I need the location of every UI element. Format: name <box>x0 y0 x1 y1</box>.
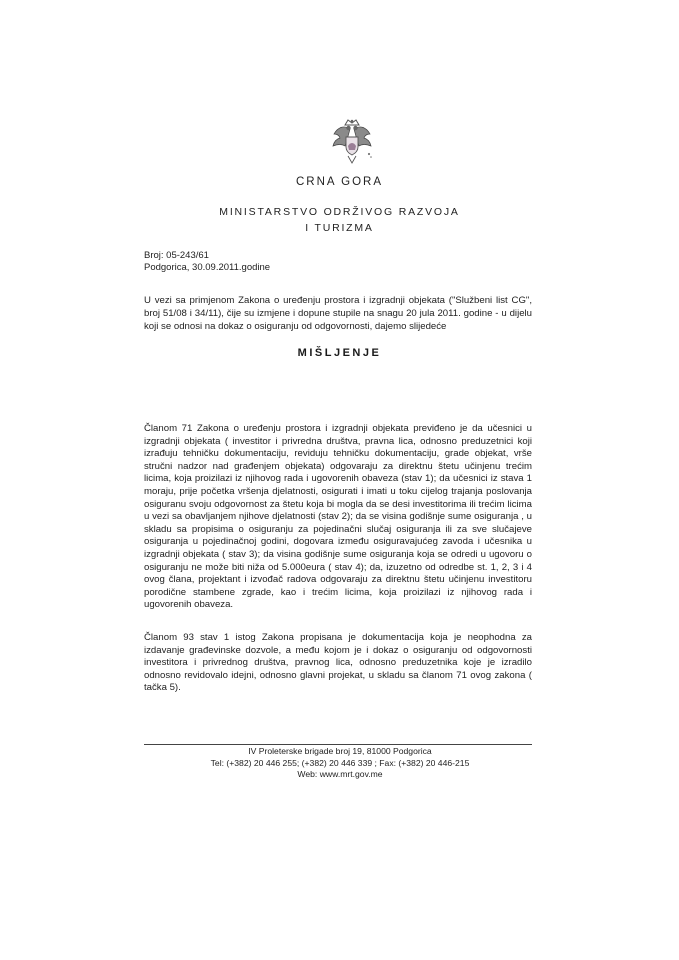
document-meta <box>144 250 270 274</box>
ministry-name-line1: MINISTARSTVO ODRŽIVOG RAZVOJA <box>219 206 460 218</box>
footer-address: IV Proleterske brigade broj 19, 81000 Podgorica <box>248 746 432 756</box>
footer-contact <box>140 746 540 781</box>
footer-phone-fax: Tel: (+382) 20 446 255; (+382) 20 446 339 ; Fax: (+382) 20 446-215 <box>210 757 470 768</box>
intro-paragraph: U vezi sa primjenom Zakona o uređenju prostora i izgradnji objekata ("Službeni list CG", broj 51/08 i 34/11), čije su izmjene i dopune stupile na snagu 20 jula 2011. godine - u dijelu koji se odnosi na dokaz o osiguranju od odgovornosti, dajemo slijedeće <box>144 295 532 332</box>
footer-divider <box>144 744 532 745</box>
document-place-date: Podgorica, 30.09.2011.godine <box>144 262 271 273</box>
document-number: Broj: 05-243/61 <box>144 250 209 261</box>
ministry-name-line2: I TURIZMA <box>305 222 374 234</box>
country-name: CRNA GORA <box>295 176 383 188</box>
body-paragraph-1: Članom 71 Zakona o uređenju prostora i izgradnji objekata previđeno je da učesnici u izgradnji objekata ( investitor i privredna društva, pravna lica, odnosno preduzetnici koji izrađuju tehničku dokumentaciju, reviduju tehničku dokumentaciju, grade objekat, vrše stručni nadzor nad građenjem objekata) odgovaraju za direktnu štetu učinjenu trećim licima, koja proizilazi iz njihovog rada i ugovorenih obaveza (stav 1); da učesnici iz stava 1 moraju, prije početka vršenja djelatnosti, osigurati i imati u toku cijelog trajanja poslovanja osiguranu svoju odgovornost za štetu koja bi mogla da se desi investitorima ili trećim licima u vezi sa obavljanjem njihove djelatnosti (stav 2); da se visina godišnje sume osiguranja , u skladu sa propisima o osiguranju za pojedinačni slučaj osiguranja ili za sve slučajeve osiguranja u pojedinačnoj godini, dogovara između osiguravajućeg zavoda i učesnika u izgradnji objekata ( stav 3); da visina godišnje sume osiguranja koja se odredi u ugovoru o osiguranju ne može biti niža od 5.000eura ( stav 4); da, izuzetno od odredbe st. 1, 2, 3 i 4 ovog člana, projektant i izvođač radova odgovaraju za direktnu štetu učinjenu investitoru porodične stambene zgrade, kao i trećim licima, koja proizilazi iz njihovog rada i ugovorenih obaveza. <box>144 423 532 611</box>
document-title: MIŠLJENJE <box>297 347 382 359</box>
ministry-name <box>0 204 679 236</box>
coat-of-arms-emblem <box>326 117 378 167</box>
footer-website: Web: www.mrt.gov.me <box>297 769 383 779</box>
body-paragraph-2: Članom 93 stav 1 istog Zakona propisana je dokumentacija koja je neophodna za izdavanje građevinske dozvole, a među kojom je i dokaz o osiguranju od odgovornosti investitora i privrednog društva, pravnog lica, odnosno preduzetnika koje je izradilo odnosno revidovalo idejni, odnosno glavni projekat, u skladu sa članom 71 ovog zakona ( tačka 5). <box>144 632 532 694</box>
